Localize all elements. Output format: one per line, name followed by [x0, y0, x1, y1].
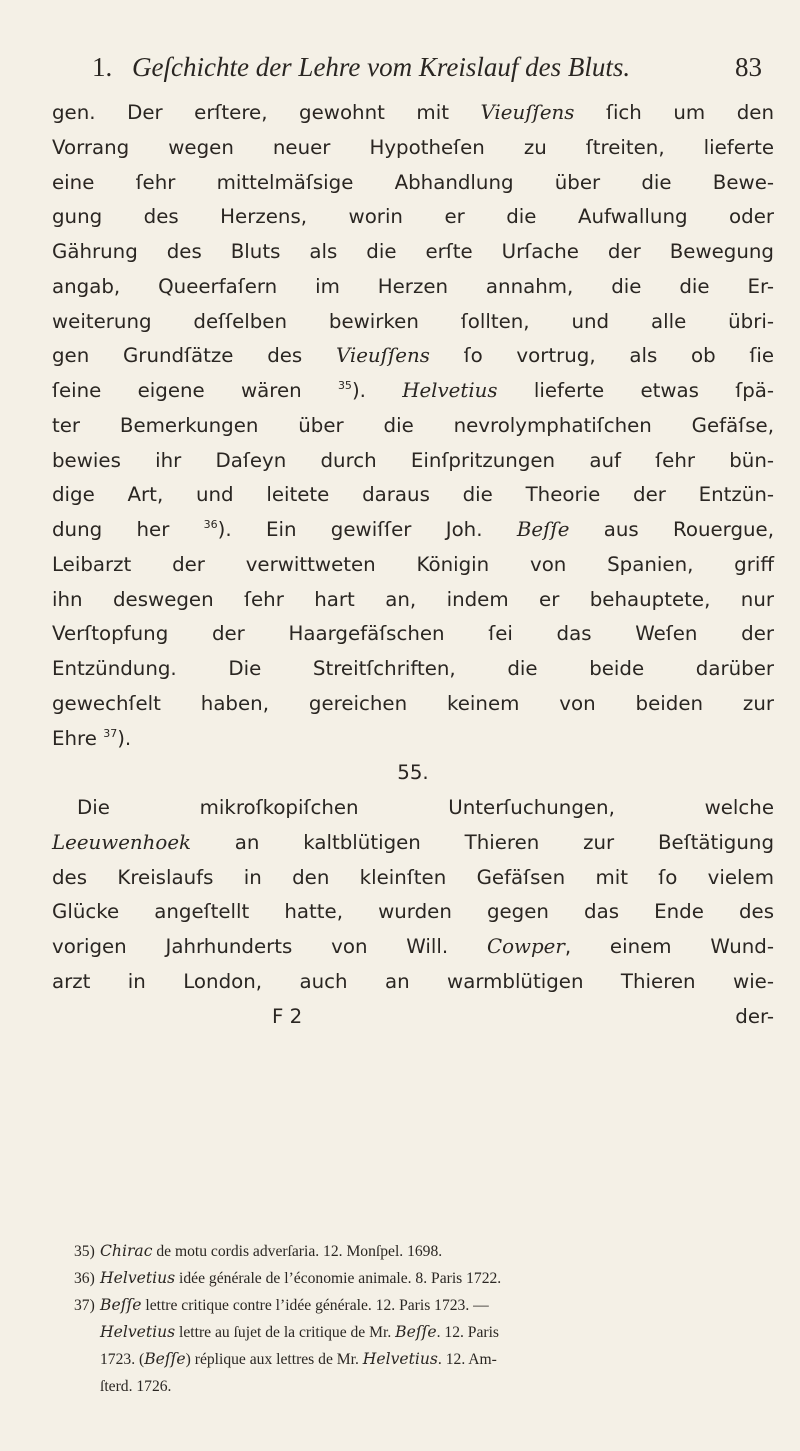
text-line: [52, 965, 774, 1000]
text-run: . 12. Am-: [437, 1351, 497, 1368]
italic-name: Cowper: [487, 935, 565, 958]
text-line: [52, 200, 774, 235]
text-line: [52, 478, 774, 513]
text-run: de motu cordis adverſaria. 12. Monſpel. 1698.: [152, 1243, 443, 1260]
chapter-number: 1.: [92, 52, 113, 82]
italic-name: Helvetius: [100, 1323, 176, 1341]
text-run: lettre au ſujet de la critique de Mr.: [175, 1324, 396, 1341]
text-run: 1723. (: [100, 1351, 145, 1368]
page-number: 83: [735, 52, 762, 82]
italic-name: Vieuſſens: [335, 344, 430, 368]
text-run: ) réplique aux lettres de Mr.: [185, 1351, 363, 1368]
italic-name: Helvetius: [362, 1350, 438, 1368]
italic-name: Helvetius: [100, 1269, 176, 1287]
italic-name: Leeuwenhoek: [52, 830, 192, 854]
text-line: [52, 652, 774, 687]
paragraph: [52, 791, 774, 1000]
footnote-ref: 35: [337, 379, 352, 392]
text-run: Ehre: [52, 726, 104, 750]
text-line: [52, 722, 774, 757]
section-number: 55.: [397, 761, 429, 785]
footnote: [74, 1238, 754, 1265]
signature-line: [52, 1000, 774, 1035]
footnote-number: 35): [74, 1243, 95, 1260]
italic-name: Beſſe: [100, 1296, 142, 1314]
text-line: [52, 583, 774, 618]
text-run: gen. Der erſtere, gewohnt mit: [52, 101, 481, 124]
signature-mark: F 2: [272, 1004, 303, 1028]
text-line: [52, 513, 774, 548]
text-line: [52, 895, 774, 930]
text-line: [52, 791, 774, 826]
italic-name: Beſſe: [516, 518, 570, 541]
text-run: weiterung deſſelben bewirken ſollten, und alle übri-: [52, 309, 774, 333]
text-line: [52, 617, 774, 652]
text-run: ſich um den: [574, 101, 774, 124]
footnotes: [74, 1238, 754, 1400]
text-line: [52, 96, 774, 131]
text-line: [52, 374, 774, 409]
italic-name: Helvetius: [402, 379, 498, 402]
text-line: [52, 305, 774, 340]
text-line: [52, 409, 774, 444]
footnote-number: 36): [74, 1270, 95, 1287]
text-run: ). Ein gewiſſer Joh.: [217, 518, 517, 541]
text-run: Entzündung. Die Streitſchriften, die beide darüber: [52, 657, 774, 680]
text-run: des Kreislaufs in den kleinſten Gefäſsen mit ſo vielem: [52, 865, 774, 889]
running-title: Geſchichte der Lehre vom Kreislauf des Bluts.: [132, 52, 631, 82]
text-run: Gährung des Bluts als die erſte Urſache der Bewegung: [52, 240, 774, 263]
text-run: Glücke angeſtellt hatte, wurden gegen das Ende des: [52, 900, 774, 924]
text-run: vorigen Jahrhunderts von Will.: [52, 935, 487, 958]
text-line: [52, 339, 774, 374]
text-run: arzt in London, auch an warmblütigen Thieren wie-: [52, 969, 774, 993]
text-run: an kaltblütigen Thieren zur Beſtätigung: [191, 830, 774, 854]
footnote: [74, 1265, 754, 1292]
body-text: [52, 96, 774, 1034]
text-line: [52, 444, 774, 479]
text-line: [52, 235, 774, 270]
text-line: [52, 131, 774, 166]
text-line: [52, 930, 774, 965]
text-run: Die mikroſkopiſchen Unterſuchungen, welche: [77, 796, 774, 819]
text-run: . 12. Paris: [436, 1324, 499, 1341]
paragraph: [52, 96, 774, 756]
text-run: ſterd. 1726.: [100, 1378, 172, 1395]
text-run: angab, Queerfaſern im Herzen annahm, die die Er-: [52, 274, 774, 298]
text-run: Leibarzt der verwittweten Königin von Spanien, griff: [52, 552, 774, 576]
text-run: ).: [117, 726, 132, 750]
footnote-continuation: [74, 1373, 754, 1400]
text-run: , einem Wund-: [564, 935, 774, 958]
running-header: [92, 44, 762, 84]
text-run: ).: [351, 379, 403, 402]
italic-name: Beſſe: [144, 1350, 186, 1368]
text-run: ſeine eigene wären: [52, 379, 338, 402]
text-run: eine ſehr mittelmäſsige Abhandlung über die Bewe-: [52, 170, 774, 194]
text-run: gung des Herzens, worin er die Aufwallung oder: [52, 205, 774, 229]
text-run: dung her: [52, 518, 204, 541]
text-line: [52, 166, 774, 201]
catchword: der-: [735, 1004, 774, 1028]
footnote-continuation: [74, 1319, 754, 1346]
text-run: Vorrang wegen neuer Hypotheſen zu ſtreiten, lieferte: [52, 135, 774, 159]
text-run: lettre critique contre l’idée générale. 12. Paris 1723. —: [141, 1297, 489, 1314]
text-run: dige Art, und leitete daraus die Theorie der Entzün-: [52, 483, 774, 507]
italic-name: Vieuſſens: [480, 101, 575, 124]
text-run: ter Bemerkungen über die nevrolymphatiſchen Gefäſse,: [52, 413, 774, 437]
text-line: [52, 270, 774, 305]
text-run: ſo vortrug, als ob ſie: [429, 344, 774, 368]
text-run: Verſtopfung der Haargefäſschen ſei das Weſen der: [52, 622, 774, 646]
text-run: gewechſelt haben, gereichen keinem von beiden zur: [52, 691, 774, 715]
text-run: gen Grundſätze des: [52, 344, 336, 368]
text-line: [52, 687, 774, 722]
text-run: lieferte etwas ſpä-: [497, 379, 775, 402]
footnote-ref: 37: [103, 726, 118, 740]
footnote-continuation: [74, 1346, 754, 1373]
footnote: [74, 1292, 754, 1319]
text-line: [52, 861, 774, 896]
text-run: idée générale de l’économie animale. 8. Paris 1722.: [175, 1270, 502, 1287]
text-line: [52, 826, 774, 861]
text-run: aus Rouergue,: [569, 518, 775, 541]
text-line: [52, 548, 774, 583]
italic-name: Beſſe: [395, 1323, 437, 1341]
text-run: ihn deswegen ſehr hart an, indem er behauptete, nur: [52, 587, 774, 611]
footnote-ref: 36: [203, 518, 218, 531]
italic-name: Chirac: [100, 1242, 153, 1260]
footnote-number: 37): [74, 1297, 95, 1314]
text-run: bewies ihr Daſeyn durch Einſpritzungen auf ſehr bün-: [52, 448, 774, 472]
